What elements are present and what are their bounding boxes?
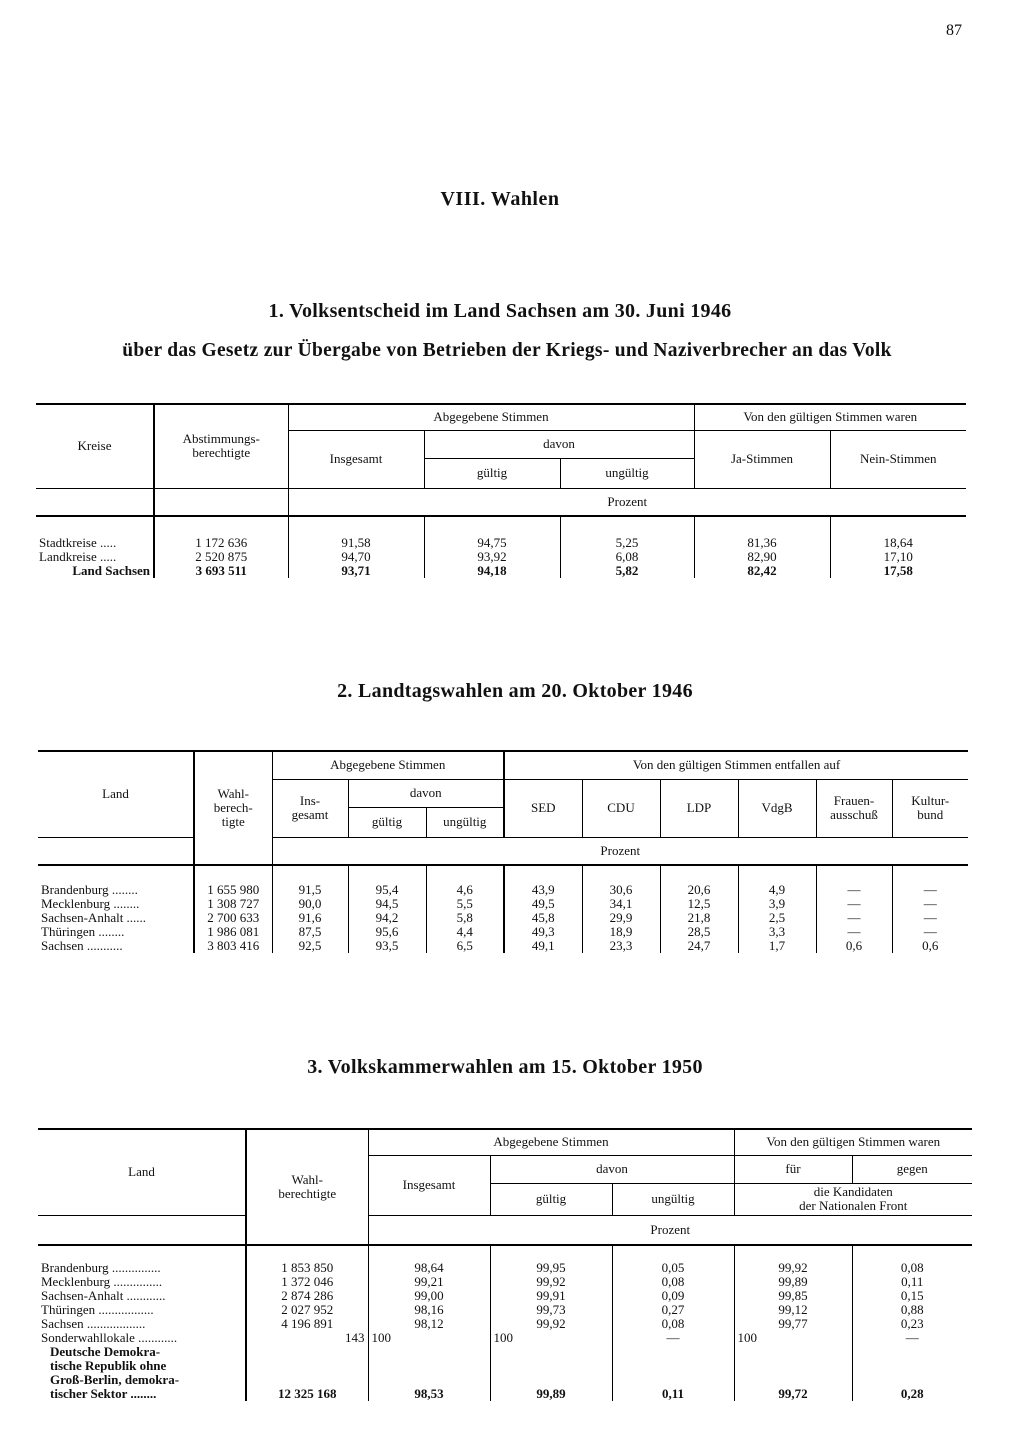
s2-cell: 2 700 633 (194, 911, 272, 925)
s2-cell: — (892, 883, 968, 897)
s1-header-kreise: Kreise (36, 404, 154, 488)
s2-header-ldp: LDP (660, 779, 738, 837)
section1-title-line2: über das Gesetz zur Übergabe von Betrieben der Kriegs- und Naziverbrecher an das Volk (122, 340, 892, 361)
s3-cell: 99,92 (734, 1261, 852, 1275)
s2-cell: 1 308 727 (194, 897, 272, 911)
s1-cell: 82,42 (694, 564, 830, 578)
s2-cell: 43,9 (504, 883, 582, 897)
s2-cell: 3,9 (738, 897, 816, 911)
s2-cell: 3,3 (738, 925, 816, 939)
s2-cell: 34,1 (582, 897, 660, 911)
s3-cell: 98,12 (368, 1317, 490, 1331)
s3-header-insgesamt: Insgesamt (368, 1155, 490, 1215)
s3-total-label (38, 1345, 246, 1401)
s2-header-kultur: Kultur- bund (892, 779, 968, 837)
s2-row-label: Mecklenburg ........ (41, 896, 140, 911)
s2-cell: — (816, 911, 892, 925)
s2-row-label: Brandenburg ........ (41, 882, 138, 897)
s1-row-label-total: Land Sachsen (72, 563, 150, 578)
s3-cell: 0,88 (852, 1303, 972, 1317)
s3-cell: 99,85 (734, 1289, 852, 1303)
s2-cell: — (892, 925, 968, 939)
s1-cell: 94,18 (424, 564, 560, 578)
s2-cell: 49,5 (504, 897, 582, 911)
s2-cell: 94,5 (348, 897, 426, 911)
s1-cell: 17,58 (830, 564, 966, 578)
s2-cell: 91,5 (272, 883, 348, 897)
s1-cell: 5,82 (560, 564, 694, 578)
s3-cell: 99,00 (368, 1289, 490, 1303)
s2-header-davon: davon (348, 779, 504, 807)
s1-header-insgesamt: Insgesamt (288, 430, 424, 488)
s3-total-cell: 0,11 (612, 1345, 734, 1401)
section1-table (36, 403, 966, 578)
s3-header-berechtigte: Wahl- berechtigte (246, 1129, 368, 1245)
s2-cell: 1,7 (738, 939, 816, 953)
s3-total-cell: 99,72 (734, 1345, 852, 1401)
s1-header-gueltig: gültig (424, 458, 560, 488)
s1-cell: 2 520 875 (154, 550, 288, 564)
s3-total-cell: 99,89 (490, 1345, 612, 1401)
s2-row-label: Sachsen-Anhalt ...... (41, 910, 147, 925)
s3-total-label-line: tischer Sektor ........ (50, 1386, 157, 1401)
section3-title: 3. Volkskammerwahlen am 15. Oktober 1950 (307, 1056, 703, 1078)
s1-header-berechtigte: Abstimmungs- berechtigte (154, 404, 288, 488)
s2-cell: 87,5 (272, 925, 348, 939)
s3-cell: 2 874 286 (246, 1289, 368, 1303)
s3-cell: 99,21 (368, 1275, 490, 1289)
s2-cell: 5,5 (426, 897, 504, 911)
s3-cell: 0,05 (612, 1261, 734, 1275)
s3-cell: 1 853 850 (246, 1261, 368, 1275)
s3-cell: 98,64 (368, 1261, 490, 1275)
s3-total-label-line: tische Republik ohne (50, 1358, 167, 1373)
s2-cell: 30,6 (582, 883, 660, 897)
s2-cell: 29,9 (582, 911, 660, 925)
s3-cell: 99,92 (490, 1275, 612, 1289)
s2-header-gueltig: gültig (348, 807, 426, 837)
s2-cell: — (892, 897, 968, 911)
s2-cell: 49,1 (504, 939, 582, 953)
s1-cell: 3 693 511 (154, 564, 288, 578)
s2-cell: 1 655 980 (194, 883, 272, 897)
s2-cell: 91,6 (272, 911, 348, 925)
s3-row-label: Thüringen ................. (41, 1302, 154, 1317)
s3-total-cell: 98,53 (368, 1345, 490, 1401)
s3-header-gueltig: gültig (490, 1183, 612, 1215)
s1-cell: 91,58 (288, 536, 424, 550)
s3-cell: 99,92 (490, 1317, 612, 1331)
section3-table (38, 1128, 972, 1401)
s2-cell: — (816, 925, 892, 939)
s1-cell: 17,10 (830, 550, 966, 564)
section1-title-line1: 1. Volksentscheid im Land Sachsen am 30. Juni 1946 (268, 300, 732, 322)
s2-header-land: Land (38, 751, 194, 837)
s3-header-kandidaten: die Kandidaten der Nationalen Front (734, 1183, 972, 1215)
s2-header-ungueltig: ungültig (426, 807, 504, 837)
s3-total-label-line: Deutsche Demokra- (50, 1344, 161, 1359)
s3-cell: — (852, 1331, 972, 1345)
s2-header-abgegebene: Abgegebene Stimmen (272, 751, 504, 779)
s3-cell: 0,15 (852, 1289, 972, 1303)
s1-cell: 94,75 (424, 536, 560, 550)
s2-header-frauen: Frauen- ausschuß (816, 779, 892, 837)
s1-header-ja: Ja-Stimmen (694, 430, 830, 488)
s2-cell: 49,3 (504, 925, 582, 939)
s2-cell: 92,5 (272, 939, 348, 953)
s3-row-label: Brandenburg ............... (41, 1260, 161, 1275)
s3-cell: 100 (734, 1331, 852, 1345)
s1-cell: 93,71 (288, 564, 424, 578)
s3-cell: 100 (490, 1331, 612, 1345)
s2-row-label: Thüringen ........ (41, 924, 125, 939)
s3-row-label: Sachsen .................. (41, 1316, 146, 1331)
s3-total-label-line: Groß-Berlin, demokra- (50, 1372, 180, 1387)
s2-cell: 12,5 (660, 897, 738, 911)
s3-cell: 1 372 046 (246, 1275, 368, 1289)
s2-cell: 23,3 (582, 939, 660, 953)
s1-cell: 1 172 636 (154, 536, 288, 550)
s3-cell: 0,08 (852, 1261, 972, 1275)
s2-cell: 94,2 (348, 911, 426, 925)
s2-cell: 3 803 416 (194, 939, 272, 953)
s2-cell: 1 986 081 (194, 925, 272, 939)
s2-cell: 0,6 (892, 939, 968, 953)
s3-cell: 0,08 (612, 1317, 734, 1331)
s2-cell: 28,5 (660, 925, 738, 939)
s3-cell: 99,77 (734, 1317, 852, 1331)
page-number: 87 (946, 22, 962, 39)
s1-header-ungueltig: ungültig (560, 458, 694, 488)
s3-cell: 100 (368, 1331, 490, 1345)
section2-table (38, 750, 968, 953)
s2-cell: 6,5 (426, 939, 504, 953)
s2-cell: 90,0 (272, 897, 348, 911)
s1-header-prozent: Prozent (288, 488, 966, 516)
s1-row-label: Stadtkreise ..... (39, 535, 117, 550)
s3-header-prozent: Prozent (368, 1215, 972, 1245)
s2-cell: 93,5 (348, 939, 426, 953)
s1-cell: 81,36 (694, 536, 830, 550)
s3-cell: 0,23 (852, 1317, 972, 1331)
s2-cell: 24,7 (660, 939, 738, 953)
s2-cell: 4,4 (426, 925, 504, 939)
s2-cell: — (816, 883, 892, 897)
s2-header-vdgb: VdgB (738, 779, 816, 837)
s1-row-label: Landkreise ..... (39, 549, 117, 564)
s3-header-gegen: gegen (852, 1155, 972, 1183)
s1-cell: 93,92 (424, 550, 560, 564)
s3-cell: 2 027 952 (246, 1303, 368, 1317)
s3-cell: 0,09 (612, 1289, 734, 1303)
s2-cell: 4,9 (738, 883, 816, 897)
s2-cell: 18,9 (582, 925, 660, 939)
s2-cell: 20,6 (660, 883, 738, 897)
s1-header-davon: davon (424, 430, 694, 458)
s1-cell: 18,64 (830, 536, 966, 550)
s2-cell: 21,8 (660, 911, 738, 925)
s2-cell: 0,6 (816, 939, 892, 953)
s1-cell: 5,25 (560, 536, 694, 550)
chapter-title: VIII. Wahlen (440, 188, 560, 210)
s3-cell: 0,08 (612, 1275, 734, 1289)
s2-header-cdu: CDU (582, 779, 660, 837)
s3-header-land: Land (38, 1129, 246, 1215)
s2-cell: 95,6 (348, 925, 426, 939)
section2-title: 2. Landtagswahlen am 20. Oktober 1946 (337, 680, 693, 702)
s3-cell: 143 (246, 1331, 368, 1345)
s3-header-abgegebene: Abgegebene Stimmen (368, 1129, 734, 1155)
s3-total-cell: 0,28 (852, 1345, 972, 1401)
s2-cell: 2,5 (738, 911, 816, 925)
s2-cell: — (892, 911, 968, 925)
s3-header-von-den: Von den gültigen Stimmen waren (734, 1129, 972, 1155)
s2-row-label: Sachsen ........... (41, 938, 123, 953)
s2-cell: 5,8 (426, 911, 504, 925)
s2-header-insgesamt: Ins- gesamt (272, 779, 348, 837)
s1-cell: 94,70 (288, 550, 424, 564)
s2-header-berechtigte: Wahl- berech- tigte (194, 751, 272, 865)
s2-header-von-den: Von den gültigen Stimmen entfallen auf (504, 751, 968, 779)
s3-cell: 98,16 (368, 1303, 490, 1317)
s2-header-prozent: Prozent (272, 837, 968, 865)
s3-row-label: Mecklenburg ............... (41, 1274, 163, 1289)
s3-row-label: Sachsen-Anhalt ............ (41, 1288, 166, 1303)
s3-header-ungueltig: ungültig (612, 1183, 734, 1215)
s3-row-label: Sonderwahllokale ............ (41, 1330, 178, 1345)
s3-header-fuer: für (734, 1155, 852, 1183)
s3-cell: 99,12 (734, 1303, 852, 1317)
s1-cell: 6,08 (560, 550, 694, 564)
s1-cell: 82,90 (694, 550, 830, 564)
s3-cell: 4 196 891 (246, 1317, 368, 1331)
s3-cell: — (612, 1331, 734, 1345)
s3-total-cell: 12 325 168 (246, 1345, 368, 1401)
s3-cell: 99,73 (490, 1303, 612, 1317)
s3-cell: 0,11 (852, 1275, 972, 1289)
s3-cell: 99,91 (490, 1289, 612, 1303)
s2-header-sed: SED (504, 779, 582, 837)
s1-header-nein: Nein-Stimmen (830, 430, 966, 488)
s3-cell: 0,27 (612, 1303, 734, 1317)
s2-cell: 45,8 (504, 911, 582, 925)
s2-cell: 4,6 (426, 883, 504, 897)
s1-header-abgegebene: Abgegebene Stimmen (288, 404, 694, 430)
s3-cell: 99,89 (734, 1275, 852, 1289)
s3-cell: 99,95 (490, 1261, 612, 1275)
s3-header-davon: davon (490, 1155, 734, 1183)
s1-header-von-den: Von den gültigen Stimmen waren (694, 404, 966, 430)
s2-cell: — (816, 897, 892, 911)
s2-cell: 95,4 (348, 883, 426, 897)
